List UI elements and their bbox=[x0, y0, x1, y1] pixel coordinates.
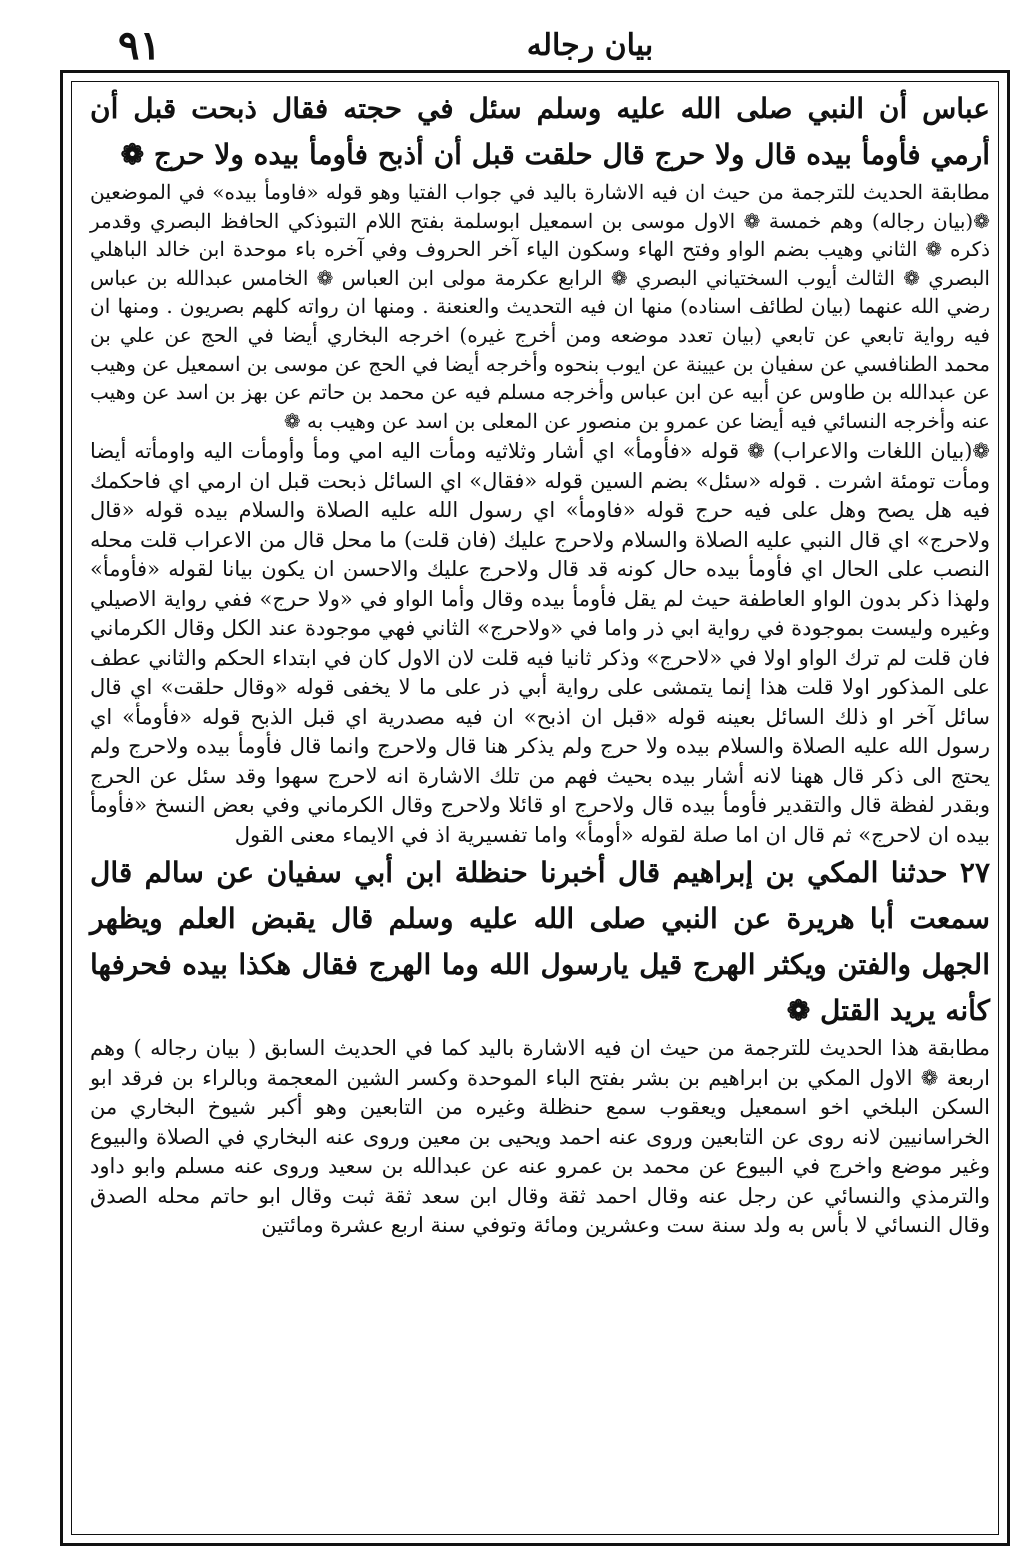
hadith-text: ٢٧ حدثنا المكي بن إبراهيم قال أخبرنا حنظلة ابن أبي سفيان عن سالم قال سمعت أبا هريرة عن النبي صلى الله عليه وسلم قال يقبض العلم ويظهر الجهل والفتن ويكثر الهرج قيل يارسول الله وما الهرج فقال هكذا بيده فحرفها كأنه يريد القتل ❁ bbox=[90, 856, 990, 1028]
commentary-paragraph: ❁(بيان اللغات والاعراب) ❁ قوله «فأومأ» اي أشار وثلاثيه ومأت اليه امي ومأ وأومأت اليه واومأته أيضا ومأت تومئة اشرت . قوله «سئل» بضم السين قوله «فقال» اي السائل ذبحت قبل ان ارمي اي فاحكمك فيه هل يصح وهل على فيه حرج قوله «فاومأ» اي رسول الله عليه الصلاة والسلام بيده قوله «قال ولاحرج» اي قال النبي عليه الصلاة والسلام ولاحرج عليك (فان قلت) ما محل قال من الاعراب قلت محله النصب على الحال اي فأومأ بيده حال كونه قد قال ولاحرج عليك والاحسن ان يكون بيانا لقوله «فأومأ» ولهذا ذكر بدون الواو العاطفة حيث لم يقل فأومأ بيده وقال وأما الواو في «ولا حرج» ففي رواية الاصيلي وغيره وليست بموجودة في رواية ابي ذر واما في «ولاحرج» الثاني فهي موجودة عند الكل وقال الكرماني فان قلت لم ترك الواو اولا في «لاحرج» وذكر ثانيا فيه قلت لان الاول كان في ابتداء الحكم والثاني عطف على المذكور اولا قلت هذا إنما يتمشى على رواية أبي ذر على ما لا يخفى قوله «وقال حلقت» اي قال سائل آخر او ذلك السائل بعينه قوله «قبل ان اذبح» ان فيه مصدرية اي قبل الذبح قوله «فأومأ» اي رسول الله عليه الصلاة والسلام بيده ولا حرج ولم يذكر هنا قال ولاحرج وانما قال فأومأ بيده ولاحرج ولم يحتج الى ذكر قال ههنا لانه أشار بيده بحيث فهم من تلك الاشارة انه لاحرج سهوا وقد سئل عن الحرج وبقدر لفظة قال والتقدير فأومأ بيده قال ولاحرج او قائلا ولاحرج وقال الكرماني وفي بعض النسخ «فأومأ بيده ان لاحرج» ثم قال ان اما صلة لقوله «أومأ» واما تفسيرية اذ في الايماء معنى القول bbox=[90, 439, 990, 847]
page-number: ٩١ bbox=[118, 22, 161, 69]
text-body bbox=[90, 86, 990, 1241]
commentary-paragraph: مطابقة هذا الحديث للترجمة من حيث ان فيه الاشارة باليد كما في الحديث السابق ( بيان رجاله ) وهم اربعة ❁ الاول المكي بن ابراهيم بن بشر بفتح الباء الموحدة وكسر الشين المعجمة وبالراء بن فرقد ابو السكن البلخي اخو اسمعيل ويعقوب سمع حنظلة وغيره من التابعين وهو أكبر شيوخ البخاري من الخراسانيين لانه روى عن التابعين وروى عنه احمد ويحيى بن معين وروى عنه البخاري في الصلاة والبيوع وغير موضع واخرج في البيوع عن محمد بن عمرو عنه عن عبدالله بن سعيد وروى عنه مسلم وابو داود والترمذي والنسائي عن رجل عنه وقال احمد ثقة وقال ابن سعد ثقة ثبت وقال ابو حاتم محله الصدق وقال النسائي لا بأس به ولد سنة ست وعشرين ومائة وتوفي سنة اربع عشرة ومائتين bbox=[90, 1036, 990, 1238]
hadith-text: عباس أن النبي صلى الله عليه وسلم سئل في حجته فقال ذبحت قبل أن أرمي فأومأ بيده قال ولا حرج قال حلقت قبل أن أذبح فأومأ بيده ولا حرج ❁ bbox=[90, 92, 990, 171]
commentary-paragraph: مطابقة الحديث للترجمة من حيث ان فيه الاشارة باليد في جواب الفتيا وهو قوله «فاومأ بيده» في الموضعين ❁(بيان رجاله) وهم خمسة ❁ الاول موسى بن اسمعيل ابوسلمة بفتح اللام التبوذكي الحافظ البصري وقدمر ذكره ❁ الثاني وهيب بضم الواو وفتح الهاء وسكون الياء آخر الحروف وفي آخره باء موحدة ابن خالد الباهلي البصري ❁ الثالث أيوب السختياني البصري ❁ الرابع عكرمة مولى ابن العباس ❁ الخامس عبدالله بن عباس رضي الله عنهما (بيان لطائف اسناده) منها ان فيه التحديث والعنعنة . ومنها ان رواته كلهم بصريون . ومنها ان فيه رواية تابعي عن تابعي (بيان تعدد موضعه ومن أخرج غيره) اخرجه البخاري أيضا في الحج عن علي بن محمد الطنافسي عن سفيان بن عيينة عن ايوب بنحوه وأخرجه أيضا في الحج عن موسى بن اسمعيل عن وهيب عن عبدالله بن طاوس عن أبيه عن ابن عباس وأخرجه مسلم فيه عن محمد بن حاتم عن بهز بن اسد عن وهيب عنه وأخرجه النسائي فيه أيضا عن عمرو بن منصور عن المعلى بن اسد عن وهيب به ❁ bbox=[90, 180, 990, 433]
running-title: بيان رجاله bbox=[526, 28, 654, 63]
page-header bbox=[60, 22, 1010, 70]
